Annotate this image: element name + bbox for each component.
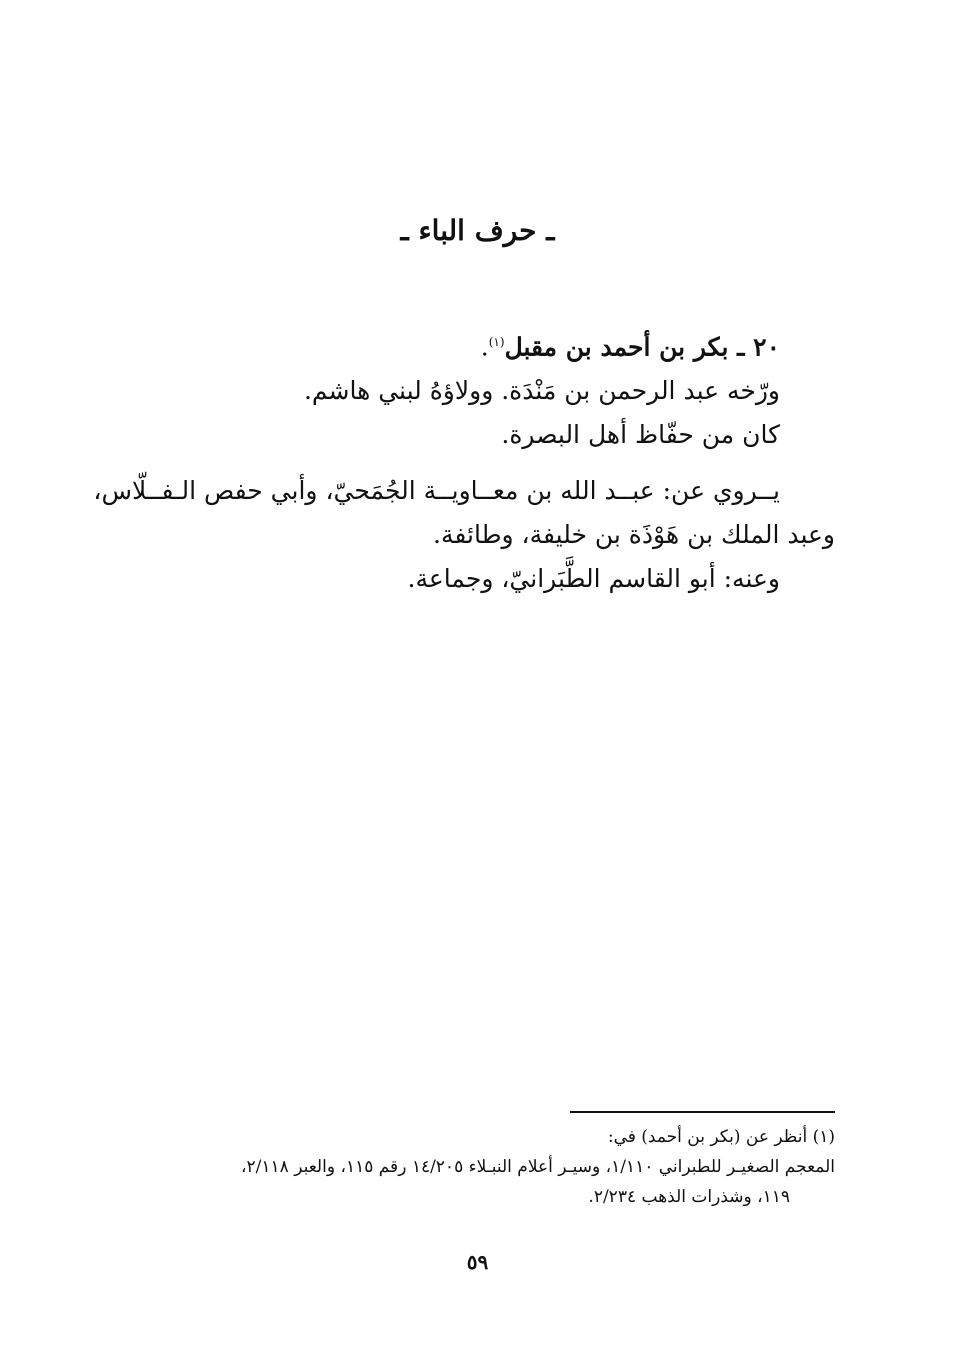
footnotes (115, 1122, 835, 1212)
entry-line-1: ورّخه عبد الرحمن بن مَنْدَة. وولاؤهُ لبني هاشم. (303, 376, 780, 406)
entry-line-3: يــروي عن: عبــد الله بن معــاويــة الجُمَحيّ، وأبي حفص الـفــلّاس، (93, 476, 780, 506)
page-number: ٥٩ (466, 1250, 489, 1274)
footnote-line-3: ١١٩، وشذرات الذهب ٢/٢٣٤. (588, 1187, 790, 1207)
footnote-line-2: المعجم الصغيـر للطبراني ١/١١٠، وسيـر أعلام النبـلاء ١٤/٢٠٥ رقم ١١٥، والعبر ٢/١١٨، (241, 1157, 835, 1177)
biography-entry (93, 320, 835, 601)
entry-line-4: وعبد الملك بن هَوْذَة بن خليفة، وطائفة. (433, 520, 835, 550)
footnote-line-1: (١) أنظر عن (بكر بن أحمد) في: (607, 1127, 835, 1147)
entry-heading-line (100, 320, 780, 369)
footnote-divider (570, 1111, 835, 1113)
entry-heading: ٢٠ ـ بكر بن أحمد بن مقبل (504, 332, 780, 362)
heading-end: . (480, 332, 489, 362)
chapter-title: ـ حرف الباء ـ (400, 214, 555, 247)
entry-line-2: كان من حفّاظ أهل البصرة. (501, 420, 780, 450)
footnote-marker: (١) (488, 335, 505, 349)
entry-line-5: وعنه: أبو القاسم الطَّبَرانيّ، وجماعة. (407, 564, 780, 594)
